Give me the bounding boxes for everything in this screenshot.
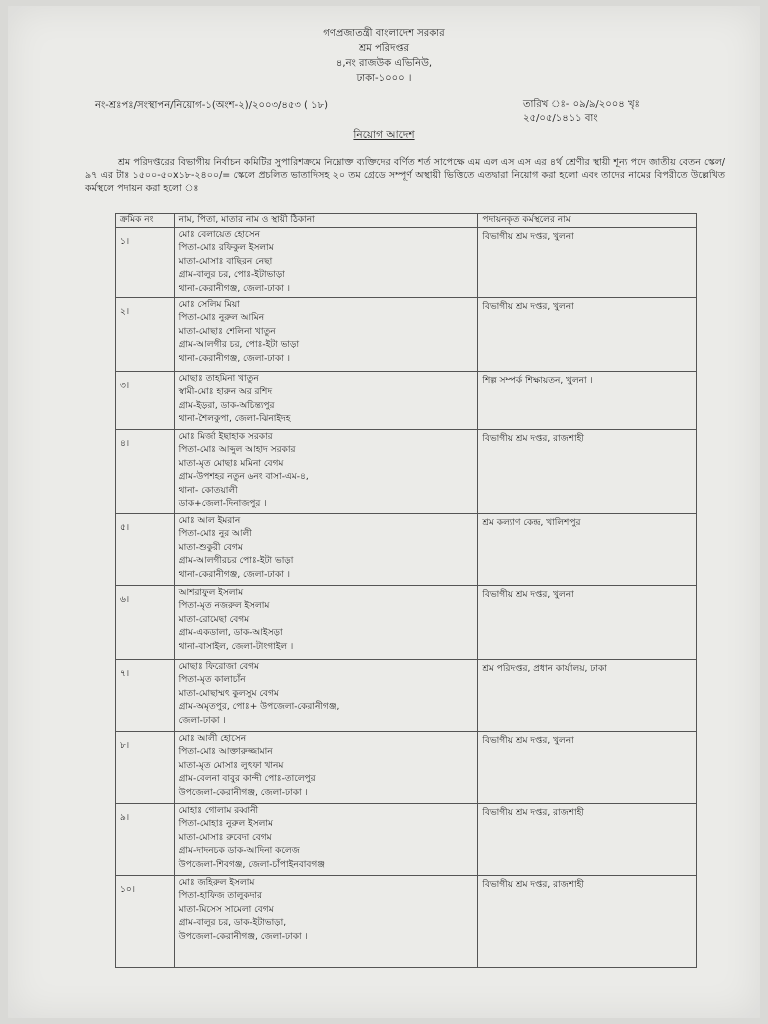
detail-line: মোঃ মির্জা ইছাহাক সরকার (178, 432, 273, 442)
detail-line: মোঃ আল ইমরান (178, 516, 241, 526)
row-person-details (174, 876, 478, 968)
table-row (116, 228, 697, 298)
date-block (523, 98, 640, 126)
detail-line: গ্রাম-দাদনচক ডাক-আদিনা কলেজ (178, 846, 300, 857)
detail-line: উপজেলা-কেরানীগঞ্জ, জেলা-ঢাকা । (178, 787, 308, 798)
table-row (116, 732, 697, 804)
table-body (116, 228, 697, 968)
detail-line: মোঃ আলী হোসেন (178, 734, 247, 744)
detail-line: থানা-কেরানীগঞ্জ, জেলা-ঢাকা । (178, 283, 291, 294)
row-serial: ৯। (116, 804, 175, 876)
detail-line: মাতা-মোসাঃ বাছিরন নেছা (178, 256, 273, 267)
row-serial: ৭। (116, 660, 175, 732)
row-person-details (174, 732, 478, 804)
row-serial: ২। (116, 298, 175, 372)
detail-line: থানা-কেরানীগঞ্জ, জেলা-ঢাকা । (178, 569, 291, 580)
row-serial: ১০। (116, 876, 175, 968)
row-person-details (174, 430, 478, 514)
document-title: নিয়োগ আদেশ (353, 129, 415, 141)
row-person-details (174, 804, 478, 876)
row-person-details (174, 298, 478, 372)
row-serial: ১। (116, 228, 175, 298)
row-posting: বিভাগীয় শ্রম দপ্তর, রাজশাহী (478, 804, 697, 876)
letterhead-line: শ্রম পরিদপ্তর (358, 43, 410, 54)
letterhead-line: ঢাকা-১০০০ । (356, 73, 412, 84)
letterhead-line: ৪,নং রাজউক এভিনিউ, (335, 58, 433, 69)
row-person-details (174, 228, 478, 298)
row-posting: বিভাগীয় শ্রম দপ্তর, খুলনা (478, 298, 697, 372)
detail-line: গ্রাম-আলগীরচর পোঃ-ইটা ভাড়া (178, 556, 294, 567)
detail-line: থানা-বাসাইল, জেলা-টাংগাইল । (178, 641, 294, 652)
letterhead-line: গণপ্রজাতন্ত্রী বাংলাদেশ সরকার (323, 28, 445, 39)
reference-number: নং-শ্রঃপঃ/সংস্থাপন/নিয়োগ-১(অংশ-২)/২০০৩/৪৫৩ ( ১৮) (95, 100, 328, 111)
detail-line: গ্রাম-বালুর চর, ডাক-ইটাভাড়া, (178, 918, 287, 929)
header-serial: ক্রমিক নং (116, 214, 175, 228)
detail-line: মাতা-মিসেস সামেলা বেগম (178, 904, 274, 915)
detail-line: মোহাঃ গোলাম রব্বানী (178, 806, 259, 816)
table-row (116, 372, 697, 430)
row-posting: বিভাগীয় শ্রম দপ্তর, খুলনা (478, 732, 697, 804)
row-serial: ৮। (116, 732, 175, 804)
detail-line: পিতা-মোঃ রফিকুল ইসলাম (178, 243, 274, 254)
detail-line: উপজেলা-কেরানীগঞ্জ, জেলা-ঢাকা । (178, 931, 308, 942)
detail-line: পিতা-মোহাঃ নুরুল ইসলাম (178, 819, 273, 830)
detail-line: থানা- কোতয়ালী (178, 485, 238, 496)
detail-line: মোঃ বেলায়েত হোসেন (178, 230, 260, 240)
appointment-table (115, 213, 697, 968)
row-serial: ৬। (116, 586, 175, 660)
table-header-row (116, 214, 697, 228)
detail-line: গ্রাম-আলগীর চর, পোঃ-ইটা ভাড়া (178, 340, 300, 351)
table-row (116, 298, 697, 372)
row-person-details (174, 372, 478, 430)
detail-line: গ্রাম-অমৃতপুর, পোঃ+ উপজেলা-কেরানীগঞ্জ, (178, 702, 340, 713)
detail-line: গ্রাম-উপশহর নতুন ৬নং বাসা-এম-৪, (178, 472, 309, 483)
detail-line: গ্রাম-একডালা, ডাক-আইসড়া (178, 628, 283, 639)
detail-line: জেলা-ঢাকা । (178, 715, 226, 726)
detail-line: মোঃ সেলিম মিয়া (178, 300, 240, 310)
detail-line: মাতা-মৃত মোছাঃ মমিনা বেগম (178, 458, 284, 469)
table-row (116, 514, 697, 586)
row-posting: বিভাগীয় শ্রম দপ্তর, খুলনা (478, 228, 697, 298)
table-row (116, 430, 697, 514)
table-row (116, 804, 697, 876)
row-serial: ৫। (116, 514, 175, 586)
row-posting: শিল্প সম্পর্ক শিক্ষায়তন, খুলনা । (478, 372, 697, 430)
detail-line: স্বামী-মোঃ হারুন অর রশিদ (178, 387, 273, 398)
detail-line: মাতা-মোছাম্মৎ কুলসুম বেগম (178, 688, 279, 699)
detail-line: মাতা-মোসাঃ রুবেদা বেগম (178, 832, 272, 843)
date-gregorian: তারিখ ঃ- ০৯/৯/২০০৪ খৃঃ (523, 99, 640, 110)
row-serial: ৪। (116, 430, 175, 514)
row-posting: বিভাগীয় শ্রম দপ্তর, রাজশাহী (478, 876, 697, 968)
detail-line: পিতা-মোঃ নুর আলী (178, 529, 252, 540)
detail-line: পিতা-মোঃ আব্দুল আহাদ সরকার (178, 445, 296, 456)
row-posting: শ্রম কল্যাণ কেন্দ্র, খালিশপুর (478, 514, 697, 586)
row-serial: ৩। (116, 372, 175, 430)
detail-line: পিতা-হাফিজ তালুকদার (178, 891, 262, 902)
detail-line: গ্রাম-বালুর চর, পোঃ-ইটাভাড়া (178, 270, 285, 281)
row-person-details (174, 586, 478, 660)
detail-line: ডাক+জেলা-দিনাজপুর । (178, 498, 267, 509)
letterhead (0, 26, 768, 86)
detail-line: মাতা-শুকুরী বেগম (178, 542, 243, 553)
row-person-details (174, 514, 478, 586)
detail-line: গ্রাম-বেলনা বাবুর কান্দী পোঃ-তালেপুর (178, 774, 316, 785)
table-row (116, 876, 697, 968)
detail-line: মাতা-মোছাঃ শেলিনা খাতুন (178, 326, 276, 337)
detail-line: মোছাঃ ফিরোজা বেগম (178, 662, 260, 672)
detail-line: পিতা-মোঃ আক্তারুজ্জামান (178, 747, 273, 758)
detail-line: পিতা-মোঃ নুরুল আমিন (178, 313, 265, 324)
table-row (116, 586, 697, 660)
detail-line: থানা-শৈলকুপা, জেলা-ঝিনাইদহ (178, 414, 291, 425)
date-bangla: ২৫/০৫/১৪১১ বাং (523, 113, 598, 124)
header-name: নাম, পিতা, মাতার নাম ও স্থায়ী ঠিকানা (174, 214, 478, 228)
detail-line: মাতা-মৃত মোসাঃ লুৎফা খানম (178, 760, 284, 771)
row-posting: শ্রম পরিদপ্তর, প্রধান কার্যালয়, ঢাকা (478, 660, 697, 732)
order-paragraph: শ্রম পরিদপ্তরের বিভাগীয় নির্বাচন কমিটির সুপারিশক্রমে নিম্নোক্ত ব্যক্তিদের বর্ণিত শর্ত সাপেক্ষে এম এল এস এস এর ৪র্থ শ্রেণীর স্থায়ী শূন্য পদে জাতীয় বেতন স্কেল/৯৭ এর টাঃ ১৫০০-৫০x১৮-২৪০০/= স্কেলে প্রচলিত ভাতাদিসহ ২০ তম গ্রেডে সম্পূর্ণ অস্থায়ী ভিত্তিতে এতদ্বারা নিয়োগ করা হলো এবং তাদের নামের বিপরীতে উল্লেখিত কর্মস্থলে পদায়ন করা হলো ঃ (85, 157, 725, 194)
detail-line: থানা-কেরানীগঞ্জ, জেলা-ঢাকা । (178, 353, 291, 364)
detail-line: মোছাঃ তাহমিনা খাতুন (178, 374, 259, 384)
detail-line: মোঃ জহিরুল ইসলাম (178, 878, 255, 888)
detail-line: পিতা-মৃত নজরুল ইসলাম (178, 601, 270, 612)
row-person-details (174, 660, 478, 732)
detail-line: গ্রাম-ইড়রা, ডাক-অচিন্ত্যপুর (178, 400, 275, 411)
detail-line: উপজেলা-শিবগঞ্জ, জেলা-চাঁপাইনবাবগঞ্জ (178, 859, 325, 870)
header-posting: পদায়নকৃত কর্মস্থলের নাম (478, 214, 697, 228)
table-row (116, 660, 697, 732)
detail-line: পিতা-মৃত কালাচাঁন (178, 675, 246, 686)
detail-line: মাতা-রোমেছা বেগম (178, 614, 250, 625)
row-posting: বিভাগীয় শ্রম দপ্তর, খুলনা (478, 586, 697, 660)
row-posting: বিভাগীয় শ্রম দপ্তর, রাজশাহী (478, 430, 697, 514)
detail-line: আশরাফুল ইসলাম (178, 588, 244, 598)
